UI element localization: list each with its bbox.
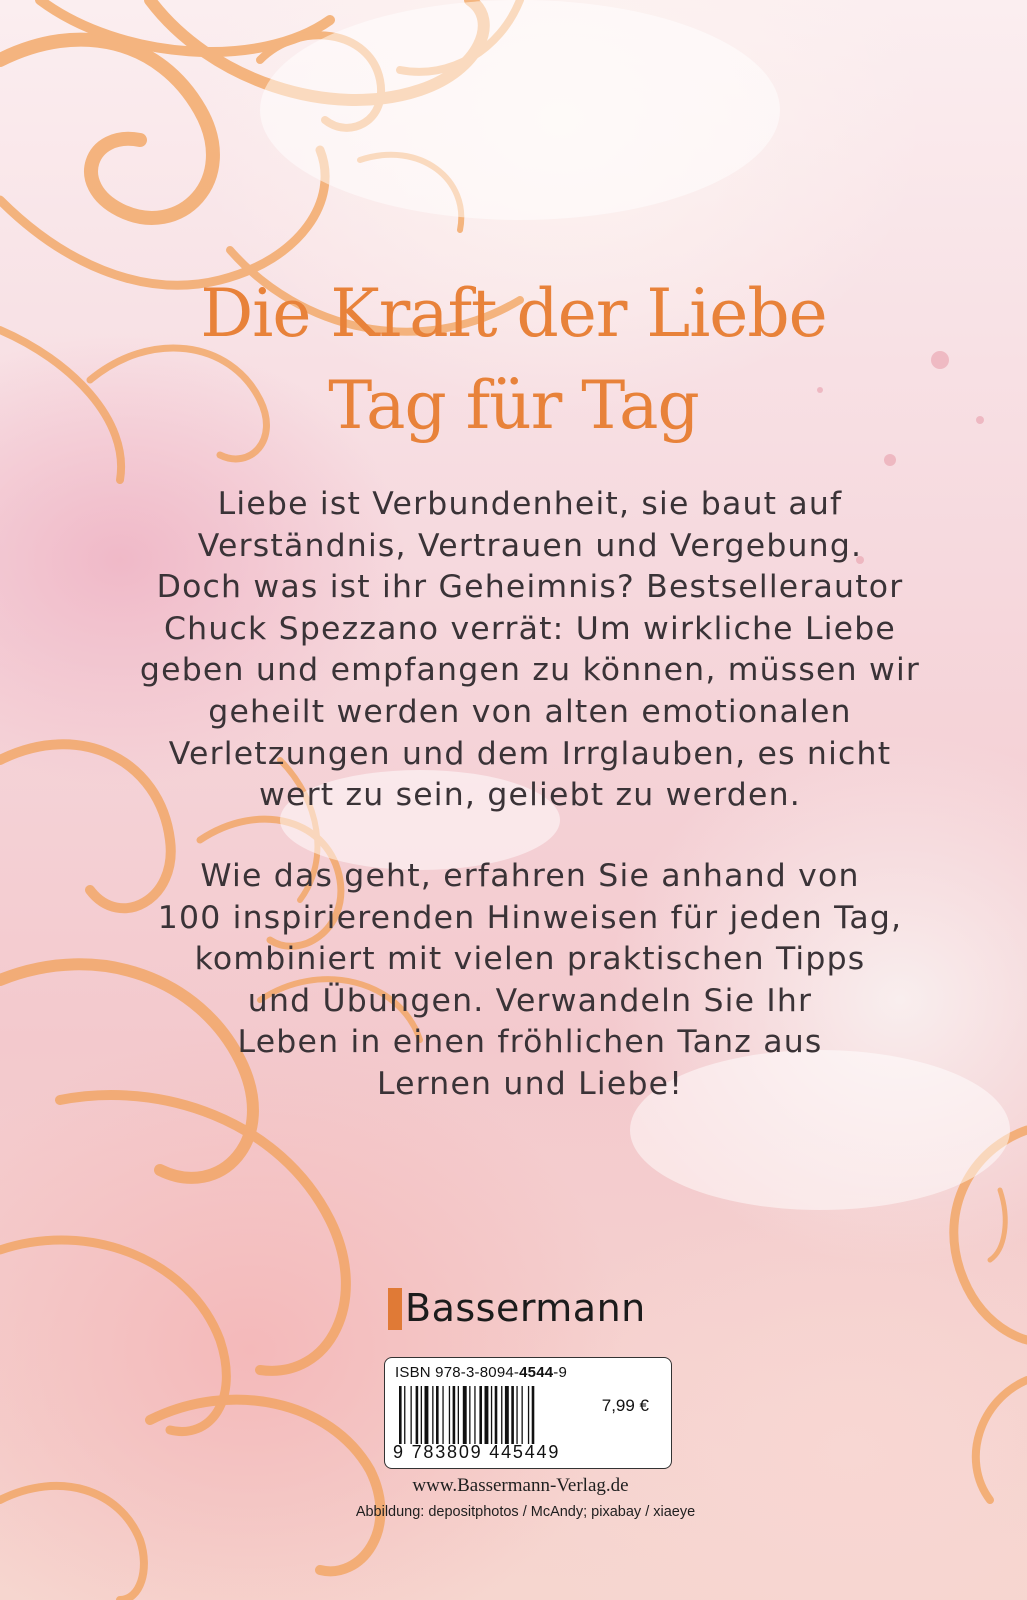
title-line-1: Die Kraft der Liebe	[200, 275, 827, 352]
paragraph-line: und Übungen. Verwandeln Sie Ihr	[247, 982, 813, 1019]
barcode-icon	[399, 1386, 585, 1444]
paragraph-line: Wie das geht, erfahren Sie anhand von	[200, 858, 860, 894]
publisher-website: www.Bassermann-Verlag.de	[412, 1475, 629, 1496]
paragraph-line: Doch was ist ihr Geheimnis? Bestsellerautor	[156, 569, 904, 606]
paragraph-line: Leben in einen fröhlichen Tanz aus	[237, 1024, 823, 1061]
paragraph-line: geben und empfangen zu können, müssen wir	[139, 652, 921, 689]
isbn-barcode-box	[384, 1357, 672, 1469]
paragraph-line: Verletzungen und dem Irrglauben, es nicht	[168, 735, 892, 772]
description-paragraph-2	[110, 856, 950, 1106]
publisher-name: Bassermann	[405, 1286, 646, 1330]
paragraph-line: Lernen und Liebe!	[376, 1065, 684, 1102]
publisher-logo	[388, 1286, 646, 1330]
title-line-2: Tag für Tag	[328, 367, 699, 444]
paragraph-line: Verständnis, Vertrauen und Vergebung.	[197, 527, 863, 564]
paragraph-line: Liebe ist Verbundenheit, sie baut auf	[217, 486, 843, 522]
isbn-bold-part: 4544	[519, 1364, 554, 1381]
paragraph-line: wert zu sein, geliebt zu werden.	[259, 777, 801, 814]
paragraph-line: Chuck Spezzano verrät: Um wirkliche Liebe	[163, 610, 897, 647]
isbn-suffix: -9	[553, 1364, 568, 1381]
paragraph-line: geheilt werden von alten emotionalen	[208, 693, 852, 730]
book-title	[0, 268, 1027, 452]
description-paragraph-1	[110, 484, 950, 817]
image-credits: Abbildung: depositphotos / McAndy; pixabay / xiaeye	[355, 1504, 696, 1520]
isbn-prefix: ISBN 978-3-8094-	[395, 1364, 520, 1381]
paragraph-line: kombiniert mit vielen praktischen Tipps	[194, 941, 866, 978]
paragraph-line: 100 inspirierenden Hinweisen für jeden Tag,	[157, 899, 903, 936]
price: 7,99 €	[601, 1396, 649, 1415]
publisher-logo-mark-icon	[388, 1288, 402, 1330]
isbn-number	[395, 1364, 567, 1381]
barcode-digits: 9 783809 445449	[393, 1442, 561, 1462]
